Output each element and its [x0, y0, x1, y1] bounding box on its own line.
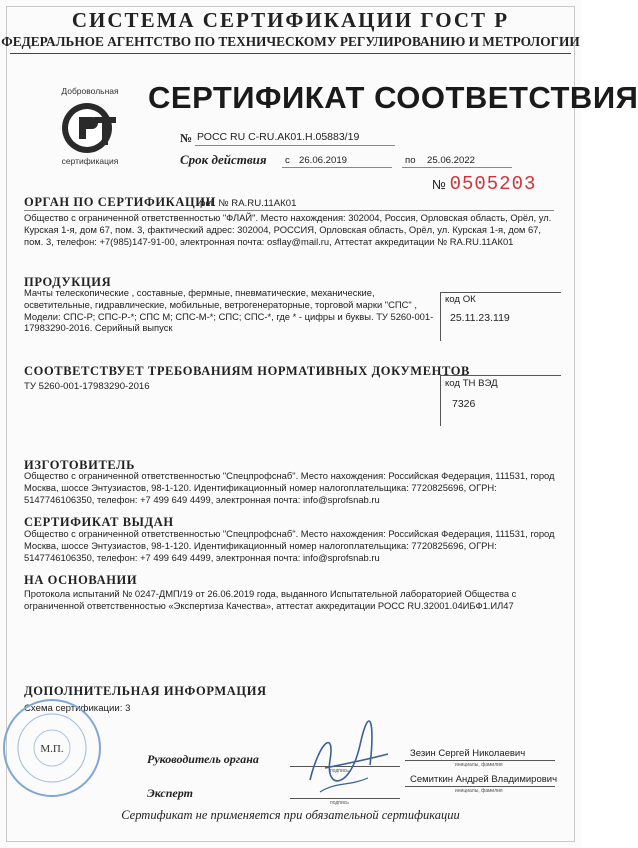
issued-line: Москва, шоссе Энтузиастов, 98-1-120. Идентификационный номер налогоплательщика: 7720825696, ОГРН:: [24, 539, 497, 551]
basis-line: Протокола испытаний № 0247-ДМП/19 от 26.06.2019 года, выданного Испытательной лабораторией Общества с: [24, 588, 517, 599]
head-sig-caption: подпись: [330, 768, 349, 774]
stamp-mark-label: М.П.: [40, 743, 64, 755]
from-label: с: [285, 155, 290, 166]
to-date: 25.06.2022: [427, 155, 476, 166]
basis-line: ограниченной ответственностью «Экспертиза Качества», аттестат аккредитации РОСС RU.32001.04ИБФ1.ИЛ47: [24, 599, 514, 611]
issued-text: [24, 528, 555, 563]
head-name-line: [405, 760, 555, 761]
head-name: Зезин Сергей Николаевич: [410, 748, 526, 759]
product-line: Модели: СПС-Р; СПС-Р-*; СПС М; СПС-М-*; СПС; СПС-*, где * - цифры и буквы. ТУ 5260-001-: [24, 310, 434, 322]
expert-name-caption: инициалы, фамилия: [455, 788, 503, 794]
header-rule: [10, 53, 571, 54]
tnved-code: 7326: [452, 398, 476, 410]
product-line: осветительные, гидравлические, мобильные, ветрогенераторные, торговой марки "СПС" ,: [24, 298, 417, 310]
to-underline: [402, 167, 512, 168]
expert-label: Эксперт: [147, 786, 193, 800]
conformity-heading: СООТВЕТСТВУЕТ ТРЕБОВАНИЯМ НОРМАТИВНЫХ ДОКУМЕНТОВ: [24, 364, 470, 378]
manufacturer-text: [24, 470, 555, 505]
product-line: 17983290-2016. Серийный выпуск: [24, 322, 173, 334]
basis-text: [24, 588, 516, 612]
scheme-text: Схема сертификации: 3: [24, 703, 131, 714]
system-title: СИСТЕМА СЕРТИФИКАЦИИ ГОСТ Р: [71, 8, 510, 32]
product-heading: ПРОДУКЦИЯ: [24, 275, 112, 289]
product-text: [24, 287, 433, 334]
expert-name: Семиткин Андрей Владимирович: [410, 774, 558, 785]
issued-line: 5147746106350, телефон: +7 499 649 4499, электронная почта: info@sprofsnab.ru: [24, 551, 380, 563]
from-date: 26.06.2019: [299, 155, 348, 166]
issued-line: Общество с ограниченной ответственностью "Спецпрофснаб". Место нахождения: Российская Федерация, 111531, город: [24, 528, 555, 539]
to-label: по: [405, 155, 416, 166]
from-underline: [282, 167, 392, 168]
organ-rule: [24, 210, 554, 211]
logo-top-text: Добровольная: [61, 86, 119, 96]
head-name-caption: инициалы, фамилия: [455, 762, 503, 768]
number-underline: [195, 145, 395, 146]
organ-text: [24, 212, 551, 247]
additional-heading: ДОПОЛНИТЕЛЬНАЯ ИНФОРМАЦИЯ: [24, 684, 267, 698]
serial-value: 0505203: [449, 173, 537, 195]
certificate-number: РОСС RU С-RU.АК01.Н.05883/19: [197, 131, 360, 143]
serial-number: [432, 173, 536, 195]
manufacturer-heading: ИЗГОТОВИТЕЛЬ: [24, 458, 135, 472]
logo-bottom-text: сертификация: [61, 156, 119, 166]
issued-heading: СЕРТИФИКАТ ВЫДАН: [24, 515, 174, 529]
okp-label: код ОК: [445, 294, 476, 305]
product-line: Мачты телескопические , составные, фермные, пневматические, механические,: [24, 287, 375, 298]
agency-title: ФЕДЕРАЛЬНОЕ АГЕНТСТВО ПО ТЕХНИЧЕСКОМУ РЕГУЛИРОВАНИЮ И МЕТРОЛОГИИ: [1, 34, 580, 49]
manufacturer-line: 5147746106350, телефон: +7 499 649 4499, электронная почта: info@sprofsnab.ru: [24, 493, 380, 505]
number-label: №: [180, 131, 193, 145]
organ-line: пом. 3, телефон: +7(985)147-91-00, электронная почта: osflay@mail.ru, Аттестат аккредитации № RA.RU.11АК01: [24, 235, 514, 247]
footer-note: Сертификат не применяется при обязательной сертификации: [121, 808, 460, 822]
okp-code: 25.11.23.119: [450, 312, 510, 324]
expert-name-line: [405, 786, 555, 787]
conformity-doc: ТУ 5260-001-17983290-2016: [24, 381, 150, 392]
organ-reg: рег. № RA.RU.11АК01: [200, 198, 297, 209]
organ-line: Курская 1-я, дом 67, пом. 3, фактический адрес: 302004, РОССИЯ, Орловская область, Орёл, ул. Курская 1-я, дом 67,: [24, 223, 541, 235]
expert-sig-caption: подпись: [330, 800, 349, 806]
organ-heading: ОРГАН ПО СЕРТИФИКАЦИИ: [24, 195, 216, 209]
basis-heading: НА ОСНОВАНИИ: [24, 573, 138, 587]
manufacturer-line: Общество с ограниченной ответственностью "Спецпрофснаб". Место нахождения: Российская Федерация, 111531, город: [24, 470, 555, 481]
manufacturer-line: Москва, шоссе Энтузиастов, 98-1-120. Идентификационный номер налогоплательщика: 7720825696, ОГРН:: [24, 481, 497, 493]
rst-logo-icon: [45, 84, 135, 166]
stamp-icon: [0, 690, 120, 808]
validity-label: Срок действия: [180, 152, 267, 167]
tnved-label: код ТН ВЭД: [445, 378, 498, 389]
head-label: Руководитель органа: [147, 752, 259, 766]
serial-label: №: [432, 177, 446, 192]
certificate-title: СЕРТИФИКАТ СООТВЕТСТВИЯ: [148, 80, 638, 115]
organ-line: Общество с ограниченной ответственностью "ФЛАЙ". Место нахождения: 302004, Россия, Орловская область, Орёл, ул.: [24, 212, 552, 223]
signature-icon: [290, 720, 400, 800]
